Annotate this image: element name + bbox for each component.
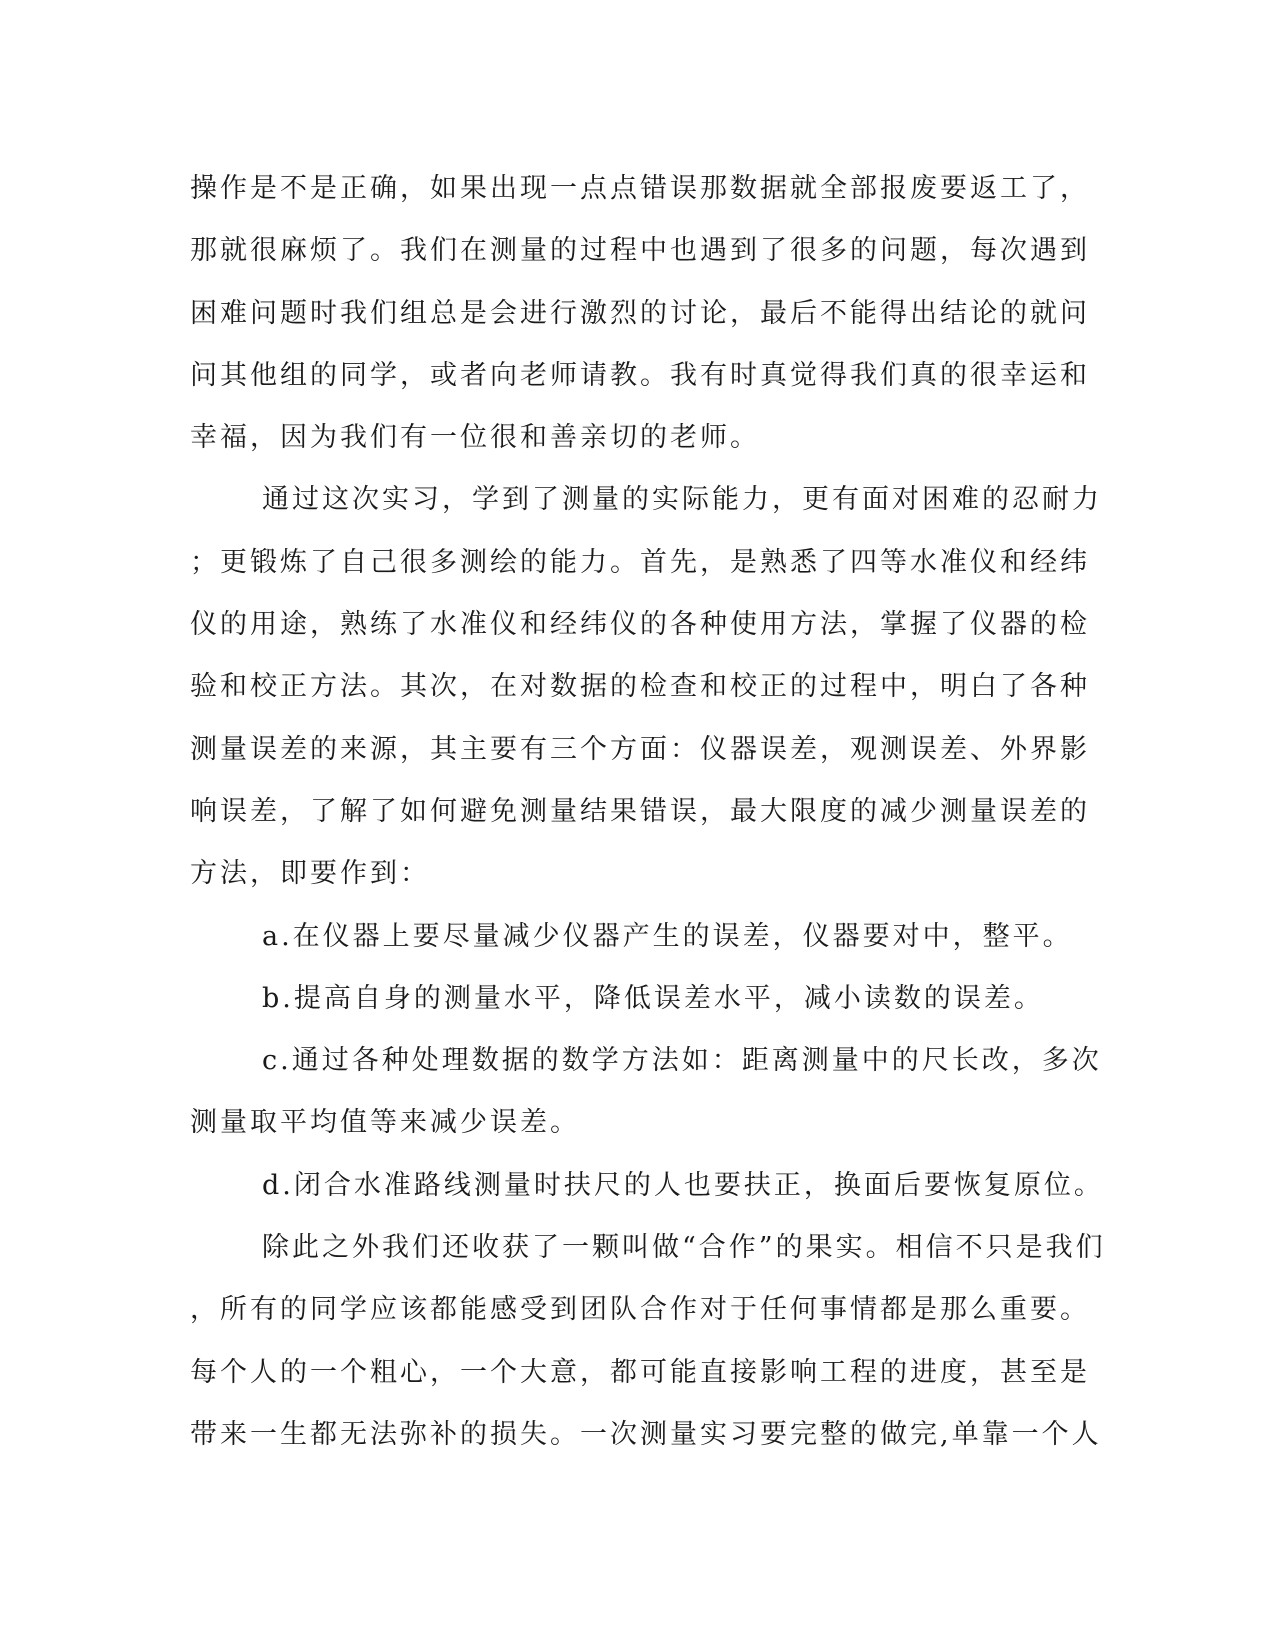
- text-line: 仪的用途，熟练了水准仪和经纬仪的各种使用方法，掌握了仪器的检: [190, 609, 1090, 641]
- text-line: 测量误差的来源，其主要有三个方面：仪器误差，观测误差、外界影: [190, 733, 1090, 765]
- text-line: 方法，即要作到：: [190, 858, 430, 890]
- text-line: 幸福，因为我们有一位很和善亲切的老师。: [190, 422, 760, 454]
- body-text: [190, 158, 1106, 1466]
- text-line: 测量取平均值等来减少误差。: [190, 1107, 580, 1139]
- text-line: 通过这次实习，学到了测量的实际能力，更有面对困难的忍耐力: [262, 484, 1102, 516]
- text-line: 验和校正方法。其次，在对数据的检查和校正的过程中，明白了各种: [190, 671, 1090, 703]
- text-line: 那就很麻烦了。我们在测量的过程中也遇到了很多的问题，每次遇到: [190, 235, 1090, 267]
- text-line: ，所有的同学应该都能感受到团队合作对于任何事情都是那么重要。: [190, 1294, 1090, 1326]
- text-line: d.闭合水准路线测量时扶尺的人也要扶正，换面后要恢复原位。: [262, 1169, 1104, 1201]
- text-line: ；更锻炼了自己很多测绘的能力。首先，是熟悉了四等水准仪和经纬: [190, 546, 1090, 578]
- text-line: b.提高自身的测量水平，降低误差水平，减小读数的误差。: [262, 982, 1044, 1014]
- text-line: c.通过各种处理数据的数学方法如：距离测量中的尺长改，多次: [262, 1045, 1102, 1077]
- text-line: 问其他组的同学，或者向老师请教。我有时真觉得我们真的很幸运和: [190, 359, 1090, 391]
- text-line: 操作是不是正确，如果出现一点点错误那数据就全部报废要返工了，: [190, 173, 1090, 204]
- text-line: a.在仪器上要尽量减少仪器产生的误差，仪器要对中，整平。: [262, 920, 1073, 952]
- text-line: 响误差，了解了如何避免测量结果错误，最大限度的减少测量误差的: [190, 795, 1090, 827]
- text-line: 困难问题时我们组总是会进行激烈的讨论，最后不能得出结论的就问: [190, 297, 1090, 329]
- text-line: 除此之外我们还收获了一颗叫做“合作”的果实。相信不只是我们: [262, 1232, 1106, 1264]
- text-line: 带来一生都无法弥补的损失。一次测量实习要完整的做完,单靠一个人: [190, 1418, 1102, 1450]
- text-line: 每个人的一个粗心，一个大意，都可能直接影响工程的进度，甚至是: [190, 1356, 1090, 1388]
